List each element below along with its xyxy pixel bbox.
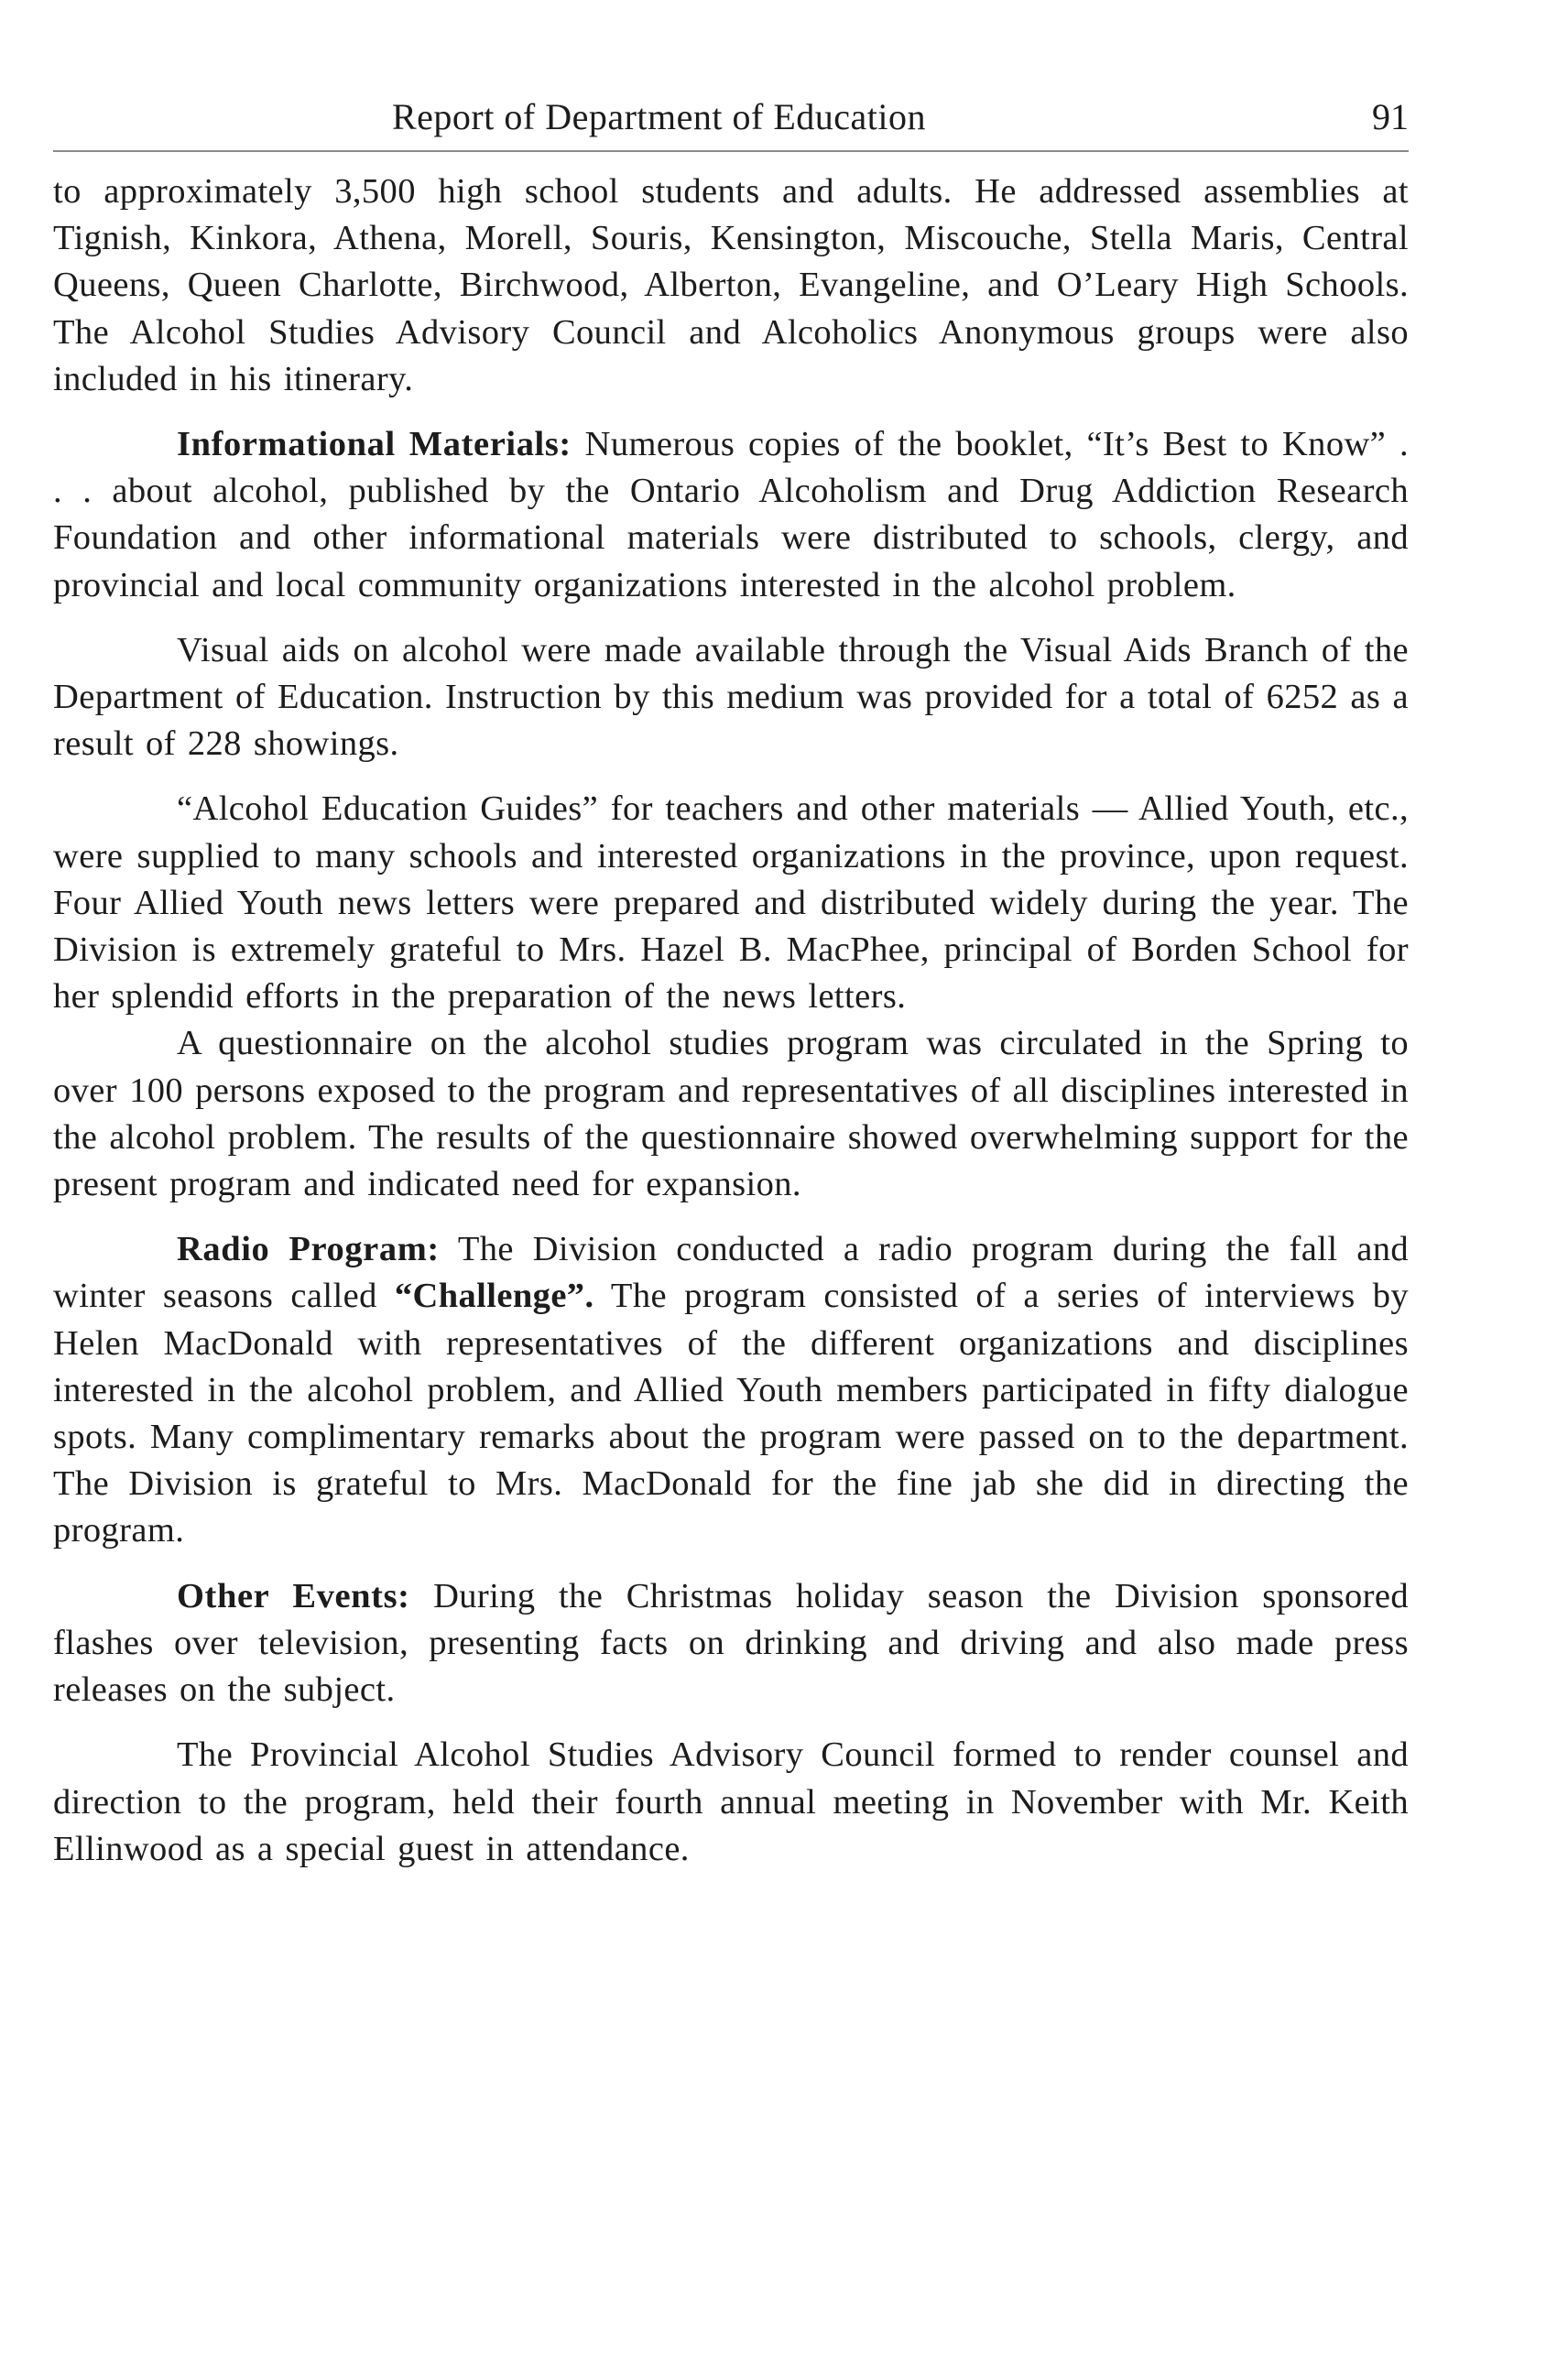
paragraph-questionnaire bbox=[53, 1020, 1409, 1208]
paragraph-text: to approximately 3,500 high school students and adults. He addressed assemblies at Tignish, Kinkora, Athena, Morell, Souris, Kensington, Miscouche, Stella Maris, Central Queens, Queen Charlotte, Birchwood, Alberton, Evangeline, and O’Leary High Schools. The Alcohol Studies Advisory Council and Alcoholics Anonymous groups were also included in his itinerary. bbox=[53, 172, 1409, 398]
paragraph-radio-program bbox=[53, 1226, 1409, 1554]
program-name: “Challenge”. bbox=[394, 1277, 594, 1316]
paragraph-education-guides bbox=[53, 786, 1409, 1020]
paragraph-text: Numerous copies of the booklet, “It’s Best to Know” . . . about alcohol, published by the Ontario Alcoholism and Drug Addiction Research Foundation and other informational materials were distributed to schools, clergy, and provincial and local community organizations interested in the alcohol problem. bbox=[53, 425, 1409, 604]
section-heading: Informational Materials: bbox=[177, 425, 572, 464]
page-header bbox=[53, 93, 1409, 152]
paragraph-continuation bbox=[53, 169, 1409, 403]
section-heading: Other Events: bbox=[177, 1576, 410, 1615]
document-page bbox=[53, 93, 1409, 1873]
paragraph-text: The Division conducted a radio program during the fall and winter seasons called bbox=[53, 1230, 1409, 1316]
paragraph-visual-aids bbox=[53, 627, 1409, 768]
paragraph-text: “Alcohol Education Guides” for teachers and other materials — Allied Youth, etc., were supplied to many schools and interested organizations in the province, upon request. Four Allied Youth news letters were prepared and distributed widely during the year. The Division is extremely grateful to Mrs. Hazel B. MacPhee, principal of Borden School for her splendid efforts in the preparation of the news letters. bbox=[53, 789, 1409, 1017]
body-text bbox=[53, 169, 1409, 1873]
paragraph-advisory-council bbox=[53, 1732, 1409, 1873]
paragraph-text: During the Christmas holiday season the Division sponsored flashes over television, presenting facts on drinking and driving and also made press releases on the subject. bbox=[53, 1576, 1409, 1710]
paragraph-informational-materials bbox=[53, 421, 1409, 609]
paragraph-text: The program consisted of a series of interviews by Helen MacDonald with representatives of the different organizations and disciplines interested in the alcohol problem, and Allied Youth members participated in fifty dialogue spots. Many complimentary remarks about the program were passed on to the department. The Division is grateful to Mrs. MacDonald for the fine jab she did in directing the program. bbox=[53, 1277, 1409, 1550]
section-heading: Radio Program: bbox=[177, 1230, 440, 1269]
paragraph-text: A questionnaire on the alcohol studies program was circulated in the Spring to over 100 persons exposed to the program and representatives of all disciplines interested in the alcohol problem. The results of the questionnaire showed overwhelming support for the present program and indicated need for expansion. bbox=[53, 1024, 1409, 1204]
running-head: Report of Department of Education bbox=[392, 96, 926, 137]
paragraph-other-events bbox=[53, 1573, 1409, 1714]
paragraph-text: Visual aids on alcohol were made available through the Visual Aids Branch of the Department of Education. Instruction by this medium was provided for a total of 6252 as a result of 228 showings. bbox=[53, 630, 1409, 764]
paragraph-text: The Provincial Alcohol Studies Advisory Council formed to render counsel and direction to the program, held their fourth annual meeting in November with Mr. Keith Ellinwood as a special guest in attendance. bbox=[53, 1735, 1409, 1868]
page-number: 91 bbox=[1372, 96, 1409, 137]
